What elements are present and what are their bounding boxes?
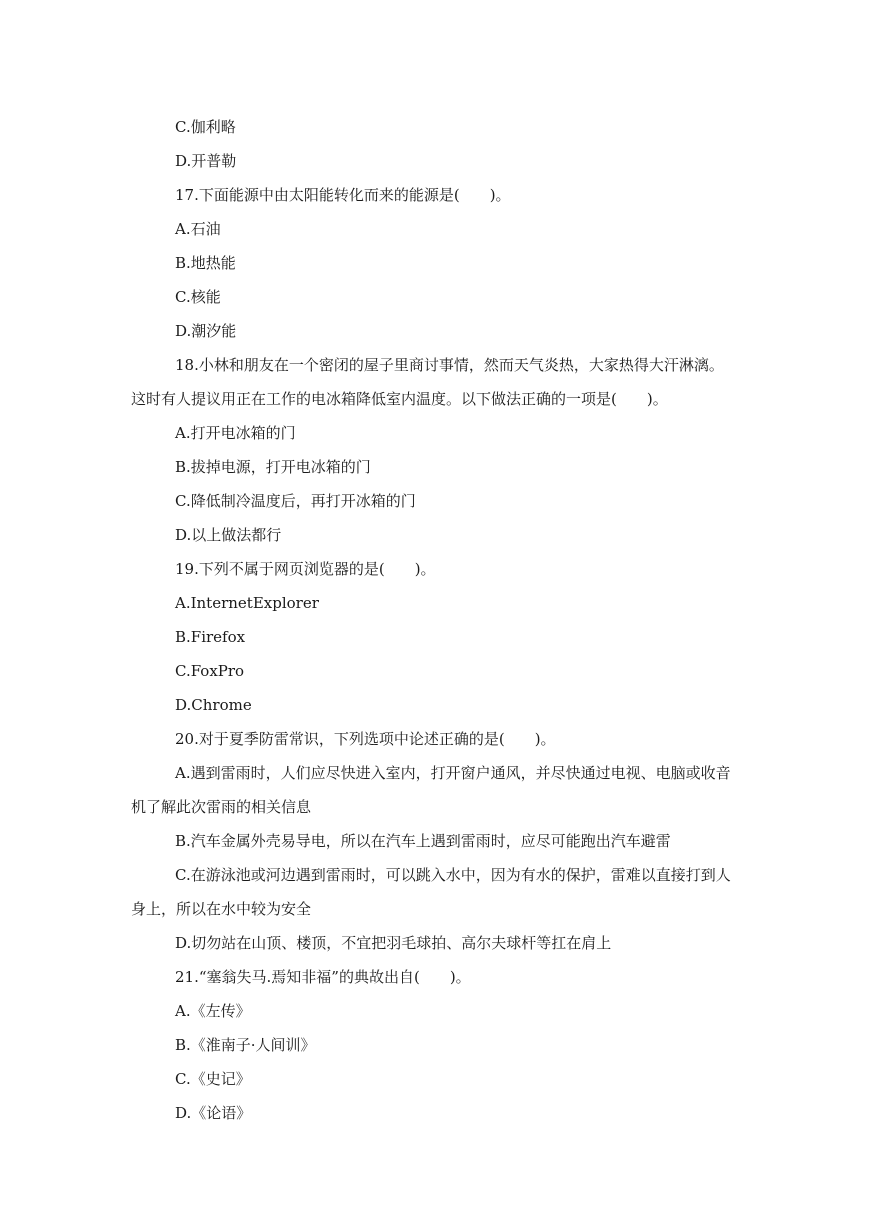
- question-18-line-1: 18.小林和朋友在一个密闭的屋子里商讨事情，然而天气炎热，大家热得大汗淋漓。: [175, 356, 724, 374]
- option-c-q18: C.降低制冷温度后，再打开冰箱的门: [175, 492, 416, 510]
- option-b-q19: B.Firefox: [175, 628, 246, 646]
- option-b-q21: B.《淮南子·人间训》: [175, 1036, 316, 1054]
- option-b-q17: B.地热能: [175, 254, 236, 272]
- option-c-q19: C.FoxPro: [175, 662, 245, 680]
- question-18-line-2: 这时有人提议用正在工作的电冰箱降低室内温度。以下做法正确的一项是( )。: [131, 390, 668, 408]
- option-c-q20-line-1: C.在游泳池或河边遇到雷雨时，可以跳入水中，因为有水的保护，雷难以直接打到人: [175, 866, 731, 884]
- option-b-q18: B.拔掉电源，打开电冰箱的门: [175, 458, 371, 476]
- option-c-q20-line-2: 身上，所以在水中较为安全: [131, 900, 312, 918]
- option-a-q20-line-1: A.遇到雷雨时，人们应尽快进入室内，打开窗户通风，并尽快通过电视、电脑或收音: [175, 764, 731, 782]
- question-17: 17.下面能源中由太阳能转化而来的能源是( )。: [175, 186, 511, 204]
- option-d-q18: D.以上做法都行: [175, 526, 282, 544]
- question-21: 21.“塞翁失马.焉知非福”的典故出自( )。: [175, 968, 471, 986]
- option-a-q20-line-2: 机了解此次雷雨的相关信息: [131, 798, 312, 816]
- option-a-q19: A.InternetExplorer: [175, 594, 319, 612]
- option-d-q19: D.Chrome: [175, 696, 252, 714]
- question-19: 19.下列不属于网页浏览器的是( )。: [175, 560, 436, 578]
- question-20: 20.对于夏季防雷常识，下列选项中论述正确的是( )。: [175, 730, 556, 748]
- option-d-q16: D.开普勒: [175, 152, 237, 170]
- option-d-q17: D.潮汐能: [175, 322, 237, 340]
- option-c-q21: C.《史记》: [175, 1070, 251, 1088]
- option-d-q20: D.切勿站在山顶、楼顶，不宜把羽毛球拍、高尔夫球杆等扛在肩上: [175, 934, 612, 952]
- option-a-q17: A.石油: [175, 220, 221, 238]
- option-d-q21: D.《论语》: [175, 1104, 252, 1122]
- option-a-q18: A.打开电冰箱的门: [175, 424, 296, 442]
- option-b-q20: B.汽车金属外壳易导电，所以在汽车上遇到雷雨时，应尽可能跑出汽车避雷: [175, 832, 671, 850]
- option-c-q17: C.核能: [175, 288, 221, 306]
- option-c-q16: C.伽利略: [175, 118, 236, 136]
- option-a-q21: A.《左传》: [175, 1002, 251, 1020]
